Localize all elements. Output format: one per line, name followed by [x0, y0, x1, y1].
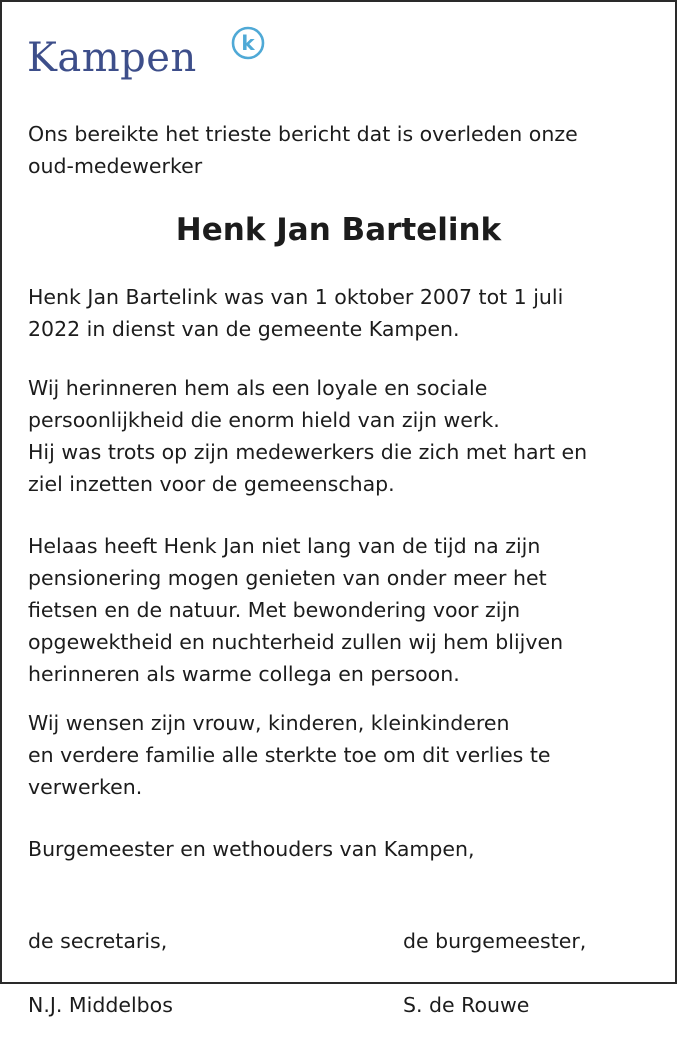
- signatory-role: de burgemeester,: [403, 929, 587, 953]
- paragraph-remembrance: Wij herinneren hem als een loyale en sociale persoonlijkheid die enorm hield van zijn werk. Hij was trots op zijn medewerkers die zich met hart en ziel inzetten voor de gemeenschap.: [28, 376, 588, 496]
- signatory-name: S. de Rouwe: [403, 993, 530, 1017]
- signatory-secretary: [28, 893, 173, 1053]
- logo-wordmark: Kampen: [27, 35, 197, 81]
- signatory-role: de secretaris,: [28, 929, 168, 953]
- svg-text:k: k: [241, 31, 255, 55]
- paragraph-closing: Burgemeester en wethouders van Kampen,: [28, 837, 475, 861]
- intro-text: Ons bereikte het trieste bericht dat is overleden onze oud-medewerker: [28, 122, 578, 178]
- signatory-mayor: [403, 893, 586, 1053]
- paragraph-service: Henk Jan Bartelink was van 1 oktober 2007 tot 1 juli 2022 in dienst van de gemeente Kampen.: [28, 285, 564, 341]
- deceased-name: Henk Jan Bartelink: [175, 212, 502, 248]
- paragraph-retirement: Helaas heeft Henk Jan niet lang van de tijd na zijn pensionering mogen genieten van onder meer het fietsen en de natuur. Met bewondering voor zijn opgewektheid en nuchterheid zullen wij hem blijven herinneren als warme collega en persoon.: [28, 534, 564, 686]
- paragraph-condolences: Wij wensen zijn vrouw, kinderen, kleinkinderen en verdere familie alle sterkte toe om dit verlies te verwerken.: [28, 711, 551, 799]
- kampen-badge-icon: [229, 24, 267, 62]
- kampen-logo: [27, 22, 287, 92]
- signatory-name: N.J. Middelbos: [28, 993, 173, 1017]
